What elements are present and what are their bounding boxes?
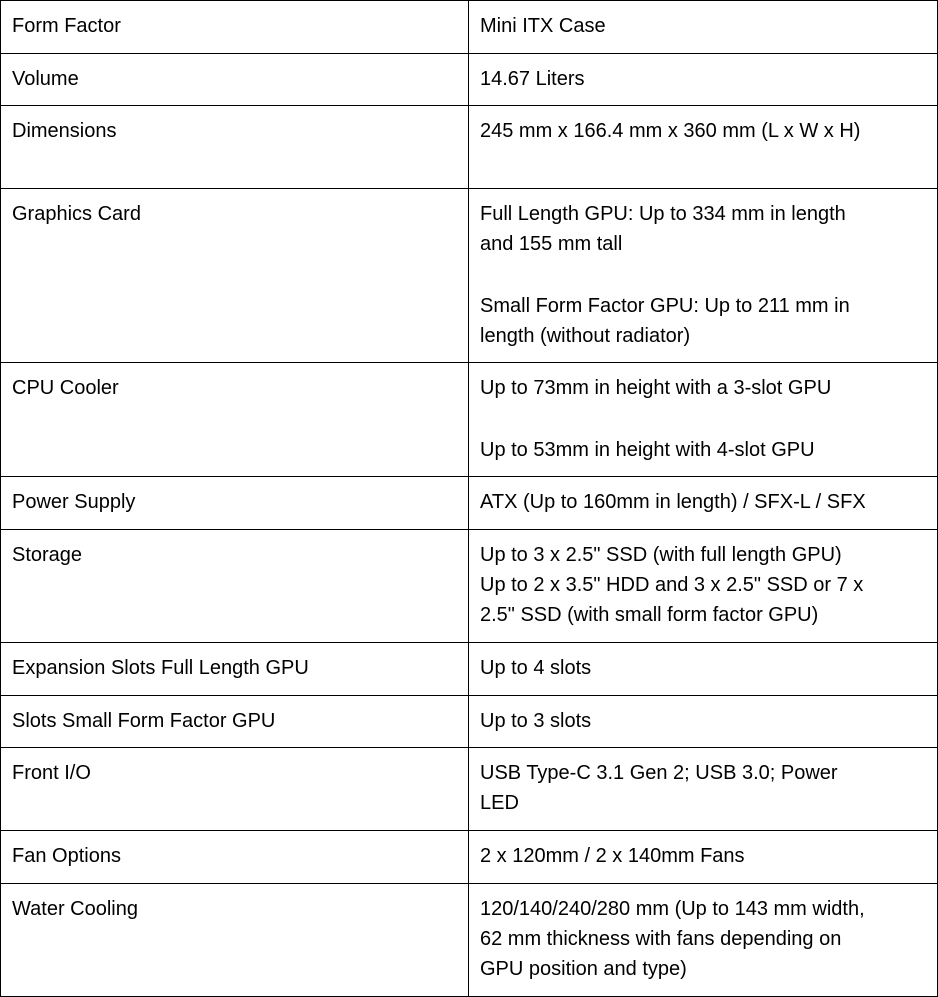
- row-label-storage: Storage: [1, 530, 469, 643]
- row-label-dimensions: Dimensions: [1, 106, 469, 189]
- row-label-slots-small-form-factor: Slots Small Form Factor GPU: [1, 696, 469, 748]
- table-row: [1, 748, 938, 831]
- value-line: Up to 53mm in height with 4-slot GPU: [480, 439, 815, 461]
- paragraph-gap: [480, 403, 926, 435]
- row-label-form-factor: Form Factor: [1, 1, 469, 54]
- row-value-storage: [469, 530, 938, 643]
- row-value-dimensions: [469, 106, 938, 189]
- row-value-power-supply: [469, 477, 938, 530]
- value-line: 245 mm x 166.4 mm x 360 mm (L x W x H): [480, 120, 861, 142]
- row-value-form-factor: [469, 1, 938, 54]
- table-row: [1, 696, 938, 748]
- value-line: length (without radiator): [480, 325, 691, 347]
- row-value-fan-options: [469, 831, 938, 884]
- value-line: 14.67 Liters: [480, 68, 585, 90]
- value-line: GPU position and type): [480, 958, 687, 980]
- paragraph-gap: [480, 259, 926, 291]
- value-line: 120/140/240/280 mm (Up to 143 mm width,: [480, 898, 865, 920]
- value-line: Up to 73mm in height with a 3-slot GPU: [480, 377, 832, 399]
- value-line: 2 x 120mm / 2 x 140mm Fans: [480, 845, 745, 867]
- value-line: Up to 4 slots: [480, 657, 592, 679]
- value-line: Up to 3 slots: [480, 710, 592, 732]
- table-row: [1, 1, 938, 54]
- table-row: [1, 189, 938, 363]
- value-line: Up to 2 x 3.5" HDD and 3 x 2.5" SSD or 7 x: [480, 574, 864, 596]
- row-label-graphics-card: Graphics Card: [1, 189, 469, 363]
- value-line: Small Form Factor GPU: Up to 211 mm in: [480, 295, 850, 317]
- value-line: ATX (Up to 160mm in length) / SFX-L / SFX: [480, 491, 866, 513]
- value-line: LED: [480, 792, 519, 814]
- row-label-cpu-cooler: CPU Cooler: [1, 363, 469, 477]
- row-label-front-io: Front I/O: [1, 748, 469, 831]
- row-value-water-cooling: [469, 884, 938, 997]
- value-line: 2.5" SSD (with small form factor GPU): [480, 604, 819, 626]
- row-value-expansion-slots-full-length: [469, 643, 938, 696]
- row-value-front-io: [469, 748, 938, 831]
- row-label-volume: Volume: [1, 54, 469, 106]
- row-value-volume: [469, 54, 938, 106]
- row-label-power-supply: Power Supply: [1, 477, 469, 530]
- value-line: 62 mm thickness with fans depending on: [480, 928, 842, 950]
- row-label-expansion-slots-full-length: Expansion Slots Full Length GPU: [1, 643, 469, 696]
- value-line: Full Length GPU: Up to 334 mm in length: [480, 203, 846, 225]
- value-line: and 155 mm tall: [480, 233, 623, 255]
- table-row: [1, 831, 938, 884]
- table-row: [1, 54, 938, 106]
- table-row: [1, 530, 938, 643]
- table-row: [1, 106, 938, 189]
- value-line: Mini ITX Case: [480, 15, 606, 37]
- row-value-graphics-card: [469, 189, 938, 363]
- table-row: [1, 363, 938, 477]
- row-value-slots-small-form-factor: [469, 696, 938, 748]
- value-line: USB Type-C 3.1 Gen 2; USB 3.0; Power: [480, 762, 838, 784]
- row-label-fan-options: Fan Options: [1, 831, 469, 884]
- table-row: [1, 643, 938, 696]
- table-row: [1, 884, 938, 997]
- row-value-cpu-cooler: [469, 363, 938, 477]
- value-line: Up to 3 x 2.5" SSD (with full length GPU): [480, 544, 842, 566]
- row-label-water-cooling: Water Cooling: [1, 884, 469, 997]
- table-row: [1, 477, 938, 530]
